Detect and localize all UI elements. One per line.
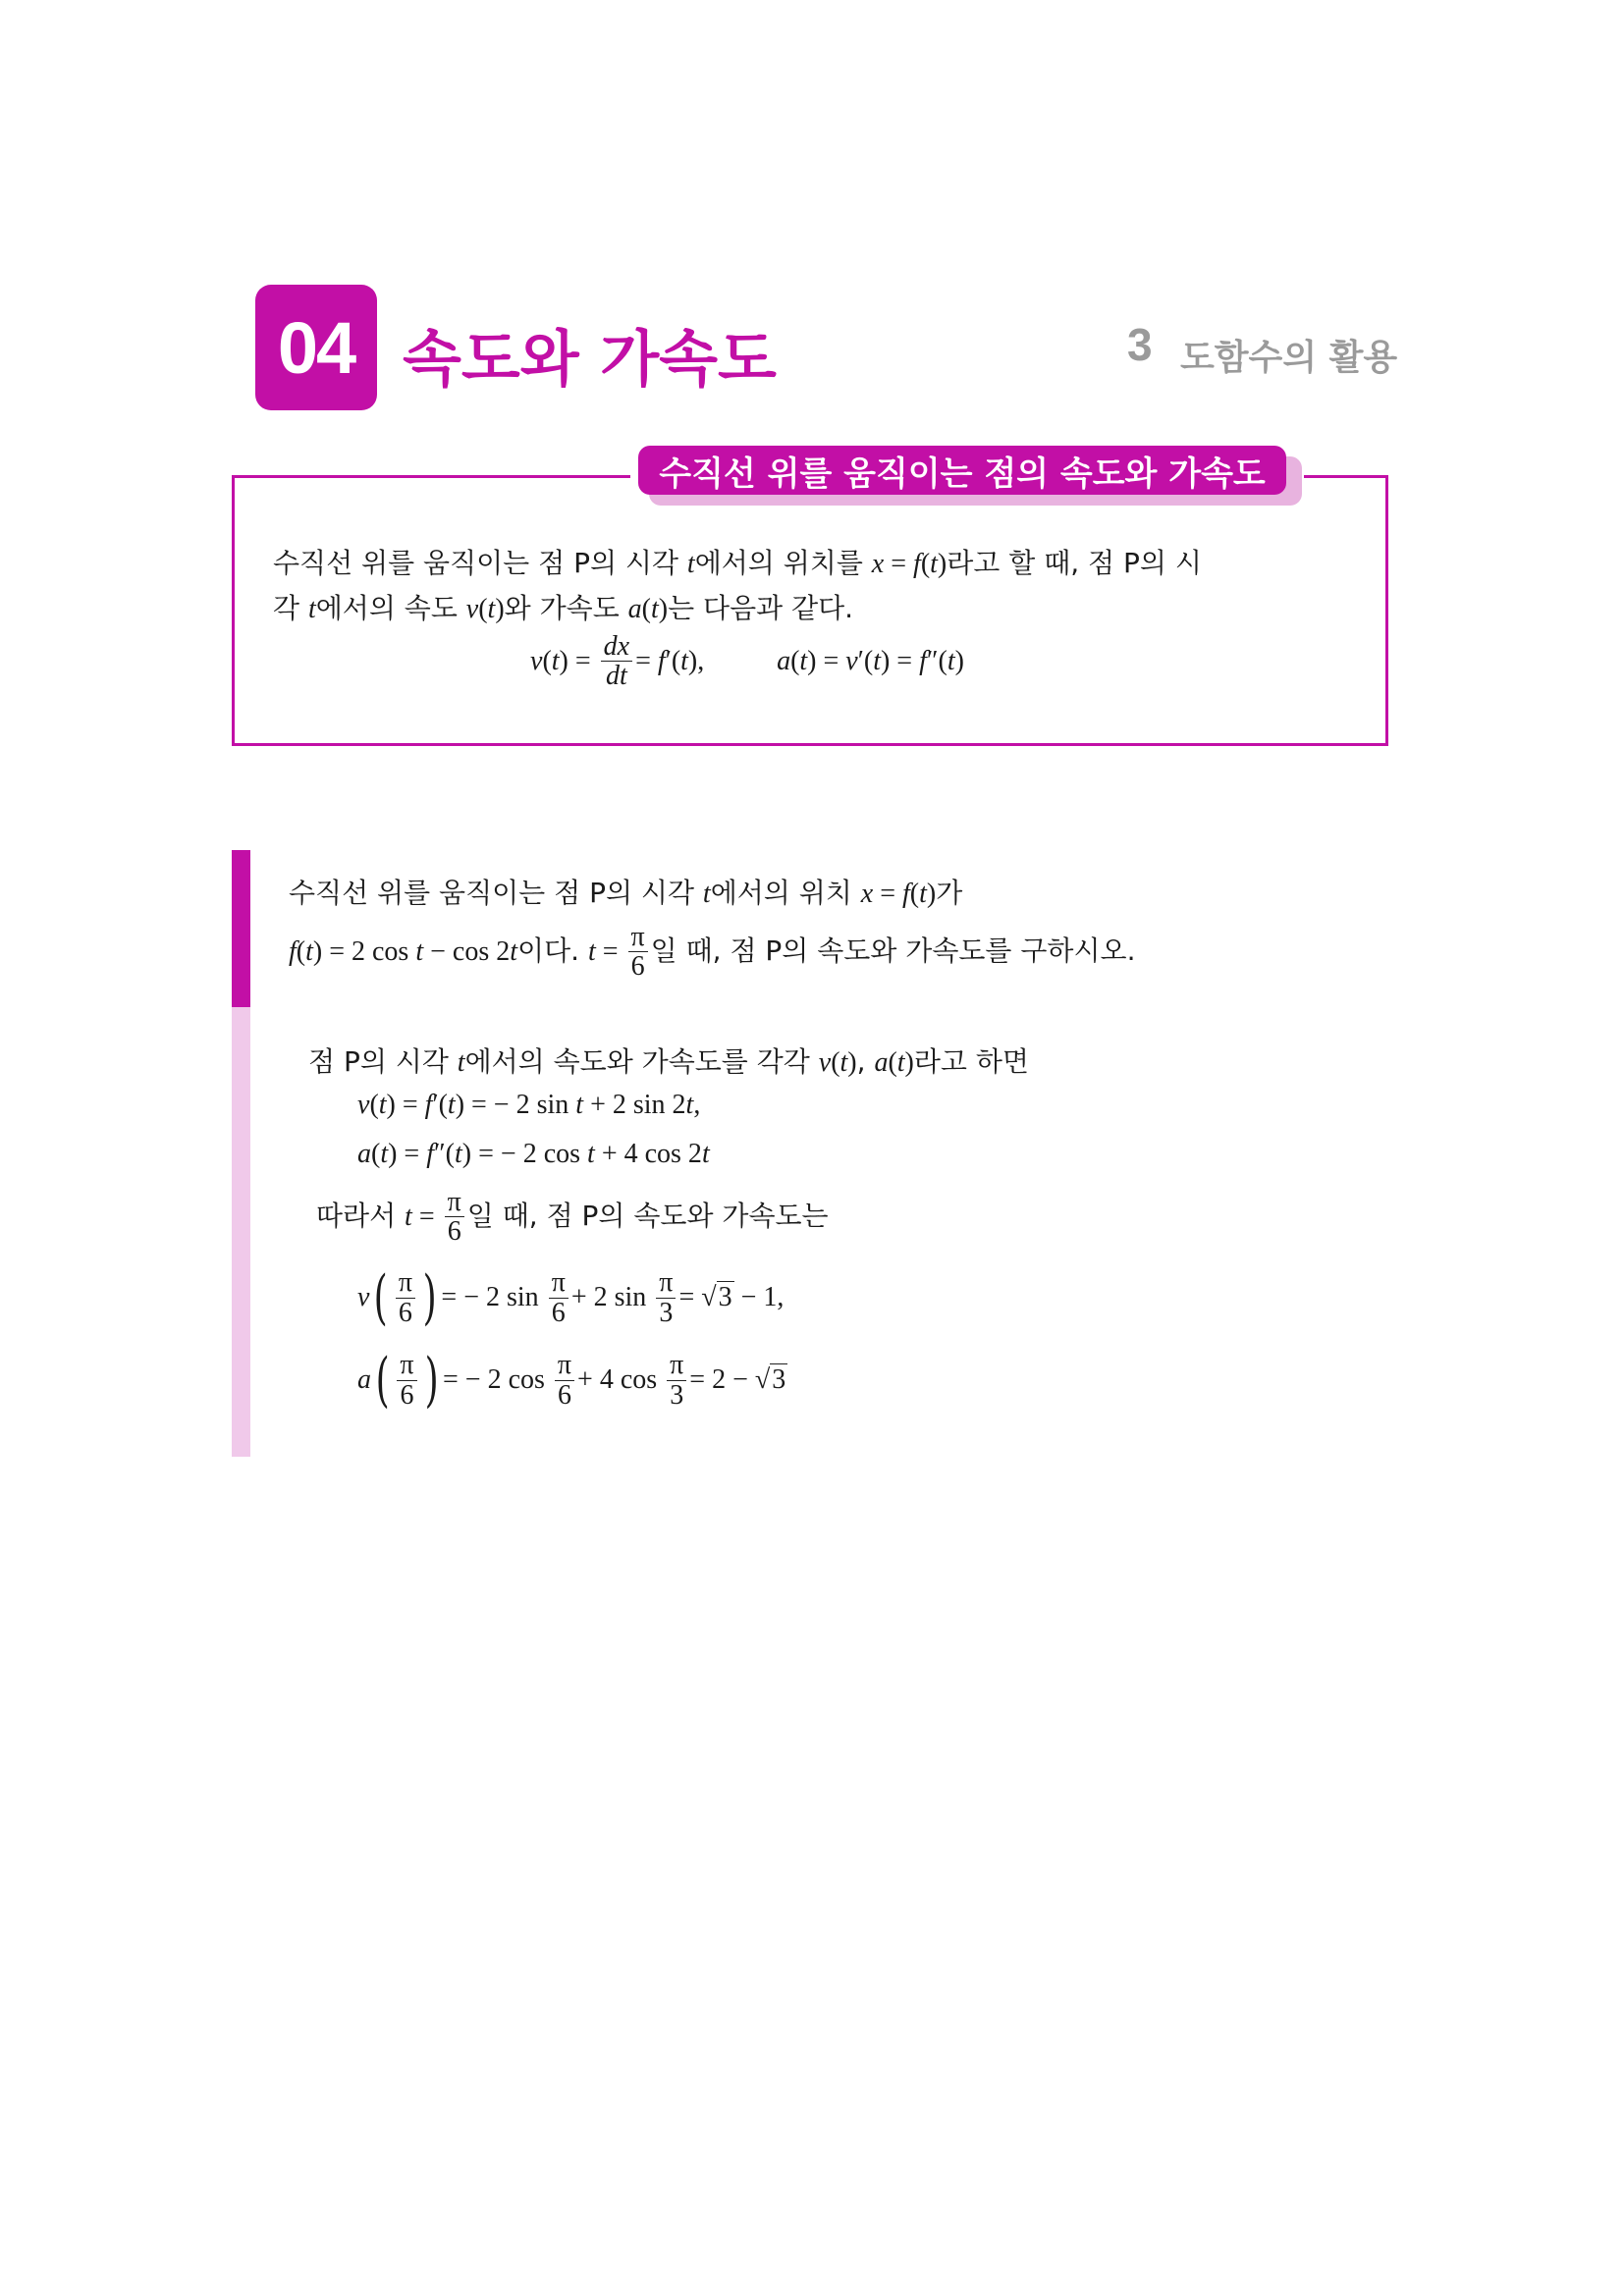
chapter-title: 도함수의 활용: [1180, 338, 1398, 378]
problem-marker-bar: [232, 850, 250, 1007]
solution-text-line1: 점 P의 시각 t에서의 속도와 가속도를 각각 v(t), a(t)라고 하면: [308, 1045, 1029, 1078]
section-title: 속도와 가속도: [403, 323, 777, 395]
section-number-badge: 04: [255, 285, 377, 410]
solution-text-line4: 따라서 t = $\frac{\pi}{6}$ 일 때, 점 P의 속도와 가속도는: [316, 1187, 829, 1248]
acceleration-equation: a(t) = f″(t) = − 2 cos t + 4 cos 2t: [357, 1139, 710, 1169]
velocity-value-equation: v( $\frac{\pi}{6}$ ) = − 2 sin $\frac{\pi}{6}$ + 2 sin $\frac{\pi}{3}$ = √3 − 1,: [357, 1263, 785, 1332]
solution-marker-bar: [232, 1007, 250, 1457]
velocity-equation: v(t) = f′(t) = − 2 sin t + 2 sin 2t,: [357, 1090, 701, 1120]
problem-text-line2: f(t) = 2 cos t − cos 2t이다. t = $\frac{\pi}{6}$ 일 때, 점 P의 속도와 가속도를 구하시오.: [289, 922, 1136, 983]
acceleration-value-equation: a( $\frac{\pi}{6}$ ) = − 2 cos $\frac{\pi}{6}$ + 4 cos $\frac{\pi}{3}$ = 2 − √3: [357, 1346, 786, 1415]
concept-text-line1: 수직선 위를 움직이는 점 P의 시각 t에서의 위치를 x = f(t)라고 할 때, 점 P의 시: [273, 547, 1202, 579]
concept-text-line2: 각 t에서의 속도 v(t)와 가속도 a(t)는 다음과 같다.: [273, 592, 854, 624]
velocity-acceleration-formula: v(t) = $\frac{dx}{dt}$ = f′(t), a(t) = v′(t) = f″(t): [530, 631, 964, 692]
chapter-number: 3: [1127, 319, 1153, 370]
concept-banner: 수직선 위를 움직이는 점의 속도와 가속도: [638, 446, 1286, 495]
problem-text-line1: 수직선 위를 움직이는 점 P의 시각 t에서의 위치 x = f(t)가: [289, 877, 963, 909]
